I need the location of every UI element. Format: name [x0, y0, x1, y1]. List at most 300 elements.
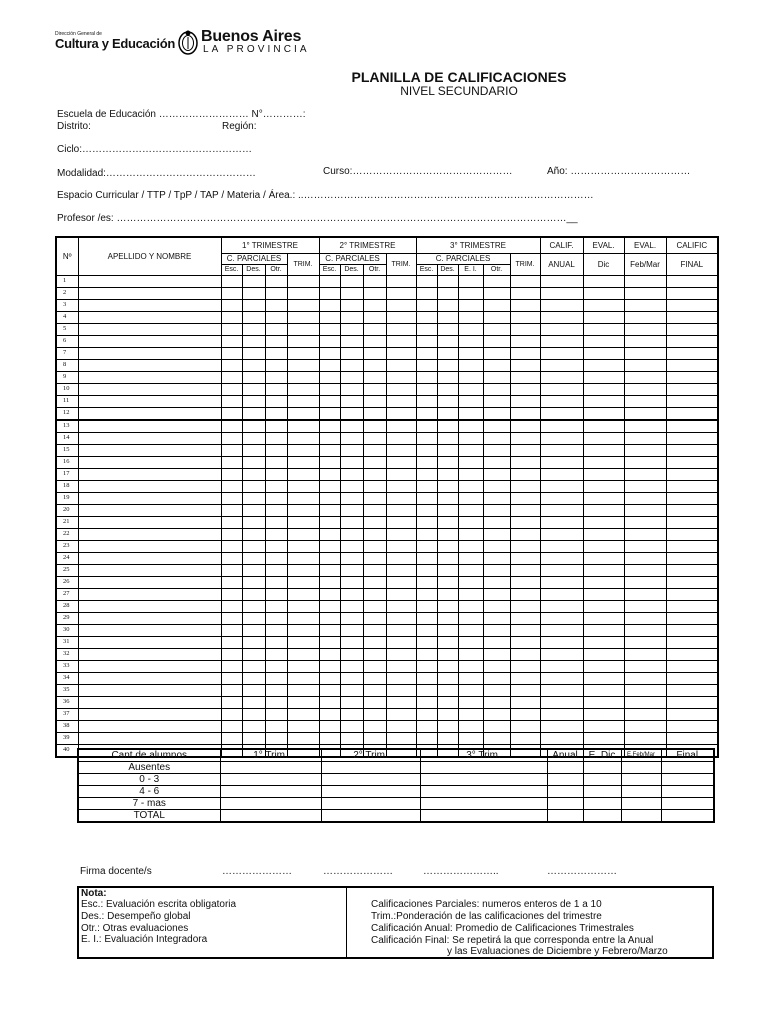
- grade-cell[interactable]: [221, 468, 242, 480]
- grade-cell[interactable]: [583, 420, 624, 433]
- grade-cell[interactable]: [510, 684, 540, 696]
- summary-cell[interactable]: [220, 798, 321, 810]
- grade-cell[interactable]: [242, 660, 265, 672]
- grade-cell[interactable]: [242, 311, 265, 323]
- grade-cell[interactable]: [483, 347, 510, 359]
- grade-cell[interactable]: [583, 299, 624, 311]
- grade-cell[interactable]: [242, 684, 265, 696]
- student-name-cell[interactable]: [78, 564, 221, 576]
- grade-cell[interactable]: [221, 504, 242, 516]
- grade-cell[interactable]: [483, 335, 510, 347]
- grade-cell[interactable]: [363, 468, 386, 480]
- grade-cell[interactable]: [363, 600, 386, 612]
- grade-cell[interactable]: [287, 684, 319, 696]
- summary-cell[interactable]: [547, 762, 583, 774]
- grade-cell[interactable]: [458, 624, 483, 636]
- grade-cell[interactable]: [510, 456, 540, 468]
- grade-cell[interactable]: [416, 636, 437, 648]
- grade-cell[interactable]: [265, 275, 287, 287]
- grade-cell[interactable]: [340, 407, 363, 420]
- grade-cell[interactable]: [340, 600, 363, 612]
- grade-cell[interactable]: [386, 612, 416, 624]
- grade-cell[interactable]: [287, 480, 319, 492]
- grade-cell[interactable]: [583, 564, 624, 576]
- grade-cell[interactable]: [287, 636, 319, 648]
- grade-cell[interactable]: [666, 660, 718, 672]
- summary-cell[interactable]: [583, 786, 621, 798]
- grade-cell[interactable]: [666, 672, 718, 684]
- grade-cell[interactable]: [386, 432, 416, 444]
- grade-cell[interactable]: [624, 371, 666, 383]
- grade-cell[interactable]: [624, 359, 666, 371]
- grade-cell[interactable]: [437, 395, 458, 407]
- student-name-cell[interactable]: [78, 432, 221, 444]
- grade-cell[interactable]: [624, 504, 666, 516]
- summary-cell[interactable]: [621, 762, 661, 774]
- summary-cell[interactable]: [220, 762, 321, 774]
- grade-cell[interactable]: [287, 672, 319, 684]
- grade-cell[interactable]: [666, 335, 718, 347]
- grade-cell[interactable]: [265, 299, 287, 311]
- grade-cell[interactable]: [458, 311, 483, 323]
- summary-cell[interactable]: [321, 786, 420, 798]
- grade-cell[interactable]: [483, 299, 510, 311]
- grade-cell[interactable]: [458, 383, 483, 395]
- grade-cell[interactable]: [416, 287, 437, 299]
- grade-cell[interactable]: [340, 612, 363, 624]
- summary-cell[interactable]: [621, 786, 661, 798]
- grade-cell[interactable]: [340, 456, 363, 468]
- grade-cell[interactable]: [386, 359, 416, 371]
- grade-cell[interactable]: [483, 624, 510, 636]
- grade-cell[interactable]: [666, 732, 718, 744]
- grade-cell[interactable]: [319, 564, 340, 576]
- grade-cell[interactable]: [287, 335, 319, 347]
- grade-cell[interactable]: [242, 672, 265, 684]
- student-name-cell[interactable]: [78, 540, 221, 552]
- grade-cell[interactable]: [437, 684, 458, 696]
- grade-cell[interactable]: [483, 359, 510, 371]
- grade-cell[interactable]: [437, 275, 458, 287]
- grade-cell[interactable]: [363, 407, 386, 420]
- grade-cell[interactable]: [510, 516, 540, 528]
- grade-cell[interactable]: [242, 636, 265, 648]
- grade-cell[interactable]: [363, 347, 386, 359]
- grade-cell[interactable]: [416, 504, 437, 516]
- grade-cell[interactable]: [340, 528, 363, 540]
- grade-cell[interactable]: [458, 528, 483, 540]
- grade-cell[interactable]: [540, 420, 583, 433]
- grade-cell[interactable]: [340, 311, 363, 323]
- grade-cell[interactable]: [242, 732, 265, 744]
- profesor-field[interactable]: Profesor /es: ………………………………………………………………………………………………………………………__: [57, 213, 578, 224]
- grade-cell[interactable]: [363, 708, 386, 720]
- grade-cell[interactable]: [386, 516, 416, 528]
- student-name-cell[interactable]: [78, 660, 221, 672]
- grade-cell[interactable]: [287, 395, 319, 407]
- grade-cell[interactable]: [666, 564, 718, 576]
- grade-cell[interactable]: [363, 696, 386, 708]
- grade-cell[interactable]: [666, 420, 718, 433]
- grade-cell[interactable]: [437, 468, 458, 480]
- grade-cell[interactable]: [340, 480, 363, 492]
- grade-cell[interactable]: [510, 480, 540, 492]
- grade-cell[interactable]: [386, 275, 416, 287]
- grade-cell[interactable]: [363, 371, 386, 383]
- grade-cell[interactable]: [437, 299, 458, 311]
- grade-cell[interactable]: [242, 323, 265, 335]
- grade-cell[interactable]: [340, 708, 363, 720]
- grade-cell[interactable]: [265, 432, 287, 444]
- grade-cell[interactable]: [242, 287, 265, 299]
- student-name-cell[interactable]: [78, 492, 221, 504]
- grade-cell[interactable]: [363, 588, 386, 600]
- summary-cell[interactable]: [321, 810, 420, 823]
- grade-cell[interactable]: [287, 660, 319, 672]
- region-field[interactable]: Región:: [222, 121, 257, 132]
- grade-cell[interactable]: [437, 516, 458, 528]
- grade-cell[interactable]: [287, 540, 319, 552]
- grade-cell[interactable]: [437, 732, 458, 744]
- grade-cell[interactable]: [386, 708, 416, 720]
- student-name-cell[interactable]: [78, 732, 221, 744]
- grade-cell[interactable]: [510, 492, 540, 504]
- student-name-cell[interactable]: [78, 528, 221, 540]
- grade-cell[interactable]: [221, 732, 242, 744]
- grade-cell[interactable]: [265, 576, 287, 588]
- grade-cell[interactable]: [416, 600, 437, 612]
- grade-cell[interactable]: [483, 516, 510, 528]
- grade-cell[interactable]: [510, 564, 540, 576]
- grade-cell[interactable]: [416, 576, 437, 588]
- grade-cell[interactable]: [583, 444, 624, 456]
- grade-cell[interactable]: [363, 456, 386, 468]
- student-name-cell[interactable]: [78, 552, 221, 564]
- grade-cell[interactable]: [666, 480, 718, 492]
- grade-cell[interactable]: [624, 432, 666, 444]
- grade-cell[interactable]: [265, 660, 287, 672]
- grade-cell[interactable]: [666, 504, 718, 516]
- grade-cell[interactable]: [437, 564, 458, 576]
- summary-cell[interactable]: [547, 774, 583, 786]
- grade-cell[interactable]: [319, 528, 340, 540]
- grade-cell[interactable]: [540, 588, 583, 600]
- grade-cell[interactable]: [242, 624, 265, 636]
- grade-cell[interactable]: [221, 311, 242, 323]
- grade-cell[interactable]: [483, 552, 510, 564]
- grade-cell[interactable]: [319, 383, 340, 395]
- grade-cell[interactable]: [416, 492, 437, 504]
- grade-cell[interactable]: [221, 528, 242, 540]
- grade-cell[interactable]: [363, 444, 386, 456]
- grade-cell[interactable]: [242, 540, 265, 552]
- student-name-cell[interactable]: [78, 395, 221, 407]
- grade-cell[interactable]: [319, 492, 340, 504]
- summary-cell[interactable]: [547, 810, 583, 823]
- grade-cell[interactable]: [437, 444, 458, 456]
- grade-cell[interactable]: [458, 576, 483, 588]
- firma-line[interactable]: …………………: [323, 866, 393, 877]
- grade-cell[interactable]: [363, 420, 386, 433]
- grade-cell[interactable]: [540, 407, 583, 420]
- grade-cell[interactable]: [319, 444, 340, 456]
- grade-cell[interactable]: [221, 287, 242, 299]
- grade-cell[interactable]: [265, 371, 287, 383]
- student-name-cell[interactable]: [78, 371, 221, 383]
- grade-cell[interactable]: [437, 456, 458, 468]
- grade-cell[interactable]: [583, 516, 624, 528]
- grade-cell[interactable]: [483, 708, 510, 720]
- grade-cell[interactable]: [265, 311, 287, 323]
- grade-cell[interactable]: [386, 383, 416, 395]
- grade-cell[interactable]: [319, 275, 340, 287]
- grade-cell[interactable]: [319, 323, 340, 335]
- grade-cell[interactable]: [386, 648, 416, 660]
- espacio-curricular-field[interactable]: Espacio Curricular / TTP / TpP / TAP / Materia / Área.: ..……………………………………………………………………………: [57, 190, 594, 201]
- student-name-cell[interactable]: [78, 624, 221, 636]
- grade-cell[interactable]: [624, 696, 666, 708]
- grade-cell[interactable]: [221, 588, 242, 600]
- grade-cell[interactable]: [319, 311, 340, 323]
- grade-cell[interactable]: [287, 492, 319, 504]
- grade-cell[interactable]: [242, 564, 265, 576]
- grade-cell[interactable]: [386, 684, 416, 696]
- grade-cell[interactable]: [416, 612, 437, 624]
- grade-cell[interactable]: [510, 371, 540, 383]
- grade-cell[interactable]: [458, 672, 483, 684]
- grade-cell[interactable]: [221, 708, 242, 720]
- grade-cell[interactable]: [287, 420, 319, 433]
- grade-cell[interactable]: [624, 347, 666, 359]
- grade-cell[interactable]: [510, 407, 540, 420]
- grade-cell[interactable]: [340, 696, 363, 708]
- student-name-cell[interactable]: [78, 335, 221, 347]
- grade-cell[interactable]: [583, 648, 624, 660]
- grade-cell[interactable]: [242, 612, 265, 624]
- summary-cell[interactable]: [583, 762, 621, 774]
- grade-cell[interactable]: [340, 371, 363, 383]
- grade-cell[interactable]: [624, 552, 666, 564]
- grade-cell[interactable]: [221, 720, 242, 732]
- grade-cell[interactable]: [287, 371, 319, 383]
- grade-cell[interactable]: [265, 612, 287, 624]
- grade-cell[interactable]: [287, 347, 319, 359]
- student-name-cell[interactable]: [78, 420, 221, 433]
- grade-cell[interactable]: [221, 492, 242, 504]
- grade-cell[interactable]: [287, 311, 319, 323]
- student-name-cell[interactable]: [78, 516, 221, 528]
- grade-cell[interactable]: [458, 516, 483, 528]
- summary-cell[interactable]: [321, 762, 420, 774]
- curso-field[interactable]: Curso:…………………………………………: [323, 166, 513, 177]
- grade-cell[interactable]: [437, 359, 458, 371]
- grade-cell[interactable]: [458, 468, 483, 480]
- grade-cell[interactable]: [340, 720, 363, 732]
- grade-cell[interactable]: [386, 540, 416, 552]
- grade-cell[interactable]: [510, 468, 540, 480]
- grade-cell[interactable]: [221, 456, 242, 468]
- ciclo-field[interactable]: Ciclo:……………………………………………: [57, 144, 253, 155]
- grade-cell[interactable]: [221, 275, 242, 287]
- grade-cell[interactable]: [510, 383, 540, 395]
- grade-cell[interactable]: [340, 275, 363, 287]
- summary-cell[interactable]: [583, 810, 621, 823]
- grade-cell[interactable]: [386, 480, 416, 492]
- grade-cell[interactable]: [510, 528, 540, 540]
- summary-cell[interactable]: [547, 786, 583, 798]
- grade-cell[interactable]: [483, 323, 510, 335]
- grade-cell[interactable]: [583, 383, 624, 395]
- anio-field[interactable]: Año: ………………………………: [547, 166, 691, 177]
- grade-cell[interactable]: [265, 540, 287, 552]
- grade-cell[interactable]: [221, 552, 242, 564]
- grade-cell[interactable]: [319, 335, 340, 347]
- grade-cell[interactable]: [540, 660, 583, 672]
- grade-cell[interactable]: [540, 636, 583, 648]
- firma-line[interactable]: …………………: [222, 866, 292, 877]
- grade-cell[interactable]: [363, 287, 386, 299]
- student-name-cell[interactable]: [78, 468, 221, 480]
- grade-cell[interactable]: [583, 287, 624, 299]
- grade-cell[interactable]: [666, 347, 718, 359]
- grade-cell[interactable]: [624, 528, 666, 540]
- grade-cell[interactable]: [483, 407, 510, 420]
- grade-cell[interactable]: [510, 636, 540, 648]
- grade-cell[interactable]: [265, 480, 287, 492]
- grade-cell[interactable]: [437, 528, 458, 540]
- grade-cell[interactable]: [221, 407, 242, 420]
- grade-cell[interactable]: [416, 708, 437, 720]
- grade-cell[interactable]: [340, 660, 363, 672]
- grade-cell[interactable]: [416, 420, 437, 433]
- grade-cell[interactable]: [416, 540, 437, 552]
- grade-cell[interactable]: [437, 540, 458, 552]
- grade-cell[interactable]: [437, 720, 458, 732]
- grade-cell[interactable]: [583, 636, 624, 648]
- firma-line[interactable]: …………………..: [423, 866, 499, 877]
- grade-cell[interactable]: [416, 371, 437, 383]
- grade-cell[interactable]: [437, 600, 458, 612]
- grade-cell[interactable]: [510, 660, 540, 672]
- grade-cell[interactable]: [624, 468, 666, 480]
- grade-cell[interactable]: [265, 504, 287, 516]
- grade-cell[interactable]: [319, 660, 340, 672]
- grade-cell[interactable]: [540, 468, 583, 480]
- grade-cell[interactable]: [624, 648, 666, 660]
- grade-cell[interactable]: [540, 480, 583, 492]
- grade-cell[interactable]: [363, 684, 386, 696]
- grade-cell[interactable]: [221, 696, 242, 708]
- grade-cell[interactable]: [540, 311, 583, 323]
- grade-cell[interactable]: [242, 588, 265, 600]
- grade-cell[interactable]: [458, 359, 483, 371]
- grade-cell[interactable]: [340, 287, 363, 299]
- grade-cell[interactable]: [265, 468, 287, 480]
- grade-cell[interactable]: [437, 347, 458, 359]
- grade-cell[interactable]: [363, 492, 386, 504]
- summary-cell[interactable]: [583, 774, 621, 786]
- grade-cell[interactable]: [319, 299, 340, 311]
- grade-cell[interactable]: [510, 552, 540, 564]
- grade-cell[interactable]: [583, 347, 624, 359]
- grade-cell[interactable]: [340, 432, 363, 444]
- grade-cell[interactable]: [340, 648, 363, 660]
- grade-cell[interactable]: [510, 696, 540, 708]
- student-name-cell[interactable]: [78, 612, 221, 624]
- grade-cell[interactable]: [583, 540, 624, 552]
- grade-cell[interactable]: [510, 299, 540, 311]
- grade-cell[interactable]: [340, 588, 363, 600]
- grade-cell[interactable]: [583, 660, 624, 672]
- grade-cell[interactable]: [242, 383, 265, 395]
- grade-cell[interactable]: [624, 383, 666, 395]
- summary-cell[interactable]: [661, 774, 714, 786]
- grade-cell[interactable]: [437, 648, 458, 660]
- grade-cell[interactable]: [319, 347, 340, 359]
- grade-cell[interactable]: [510, 732, 540, 744]
- grade-cell[interactable]: [624, 395, 666, 407]
- grade-cell[interactable]: [483, 576, 510, 588]
- grade-cell[interactable]: [386, 456, 416, 468]
- grade-cell[interactable]: [540, 720, 583, 732]
- grade-cell[interactable]: [510, 504, 540, 516]
- grade-cell[interactable]: [265, 720, 287, 732]
- grade-cell[interactable]: [340, 516, 363, 528]
- grade-cell[interactable]: [265, 588, 287, 600]
- grade-cell[interactable]: [386, 444, 416, 456]
- grade-cell[interactable]: [363, 528, 386, 540]
- grade-cell[interactable]: [265, 600, 287, 612]
- grade-cell[interactable]: [583, 672, 624, 684]
- grade-cell[interactable]: [319, 648, 340, 660]
- student-name-cell[interactable]: [78, 684, 221, 696]
- grade-cell[interactable]: [363, 383, 386, 395]
- grade-cell[interactable]: [510, 588, 540, 600]
- summary-cell[interactable]: [420, 774, 547, 786]
- grade-cell[interactable]: [540, 275, 583, 287]
- student-name-cell[interactable]: [78, 383, 221, 395]
- grade-cell[interactable]: [265, 407, 287, 420]
- grade-cell[interactable]: [265, 359, 287, 371]
- grade-cell[interactable]: [483, 732, 510, 744]
- grade-cell[interactable]: [510, 576, 540, 588]
- grade-cell[interactable]: [624, 492, 666, 504]
- grade-cell[interactable]: [510, 444, 540, 456]
- grade-cell[interactable]: [437, 420, 458, 433]
- grade-cell[interactable]: [583, 684, 624, 696]
- grade-cell[interactable]: [666, 612, 718, 624]
- grade-cell[interactable]: [363, 636, 386, 648]
- grade-cell[interactable]: [386, 468, 416, 480]
- grade-cell[interactable]: [287, 624, 319, 636]
- grade-cell[interactable]: [242, 480, 265, 492]
- grade-cell[interactable]: [340, 672, 363, 684]
- grade-cell[interactable]: [437, 311, 458, 323]
- distrito-field[interactable]: Distrito:: [57, 121, 91, 132]
- grade-cell[interactable]: [540, 624, 583, 636]
- student-name-cell[interactable]: [78, 576, 221, 588]
- grade-cell[interactable]: [287, 299, 319, 311]
- grade-cell[interactable]: [540, 540, 583, 552]
- grade-cell[interactable]: [624, 540, 666, 552]
- grade-cell[interactable]: [386, 672, 416, 684]
- grade-cell[interactable]: [624, 407, 666, 420]
- grade-cell[interactable]: [363, 323, 386, 335]
- grade-cell[interactable]: [221, 299, 242, 311]
- grade-cell[interactable]: [340, 636, 363, 648]
- grade-cell[interactable]: [458, 299, 483, 311]
- summary-cell[interactable]: [661, 762, 714, 774]
